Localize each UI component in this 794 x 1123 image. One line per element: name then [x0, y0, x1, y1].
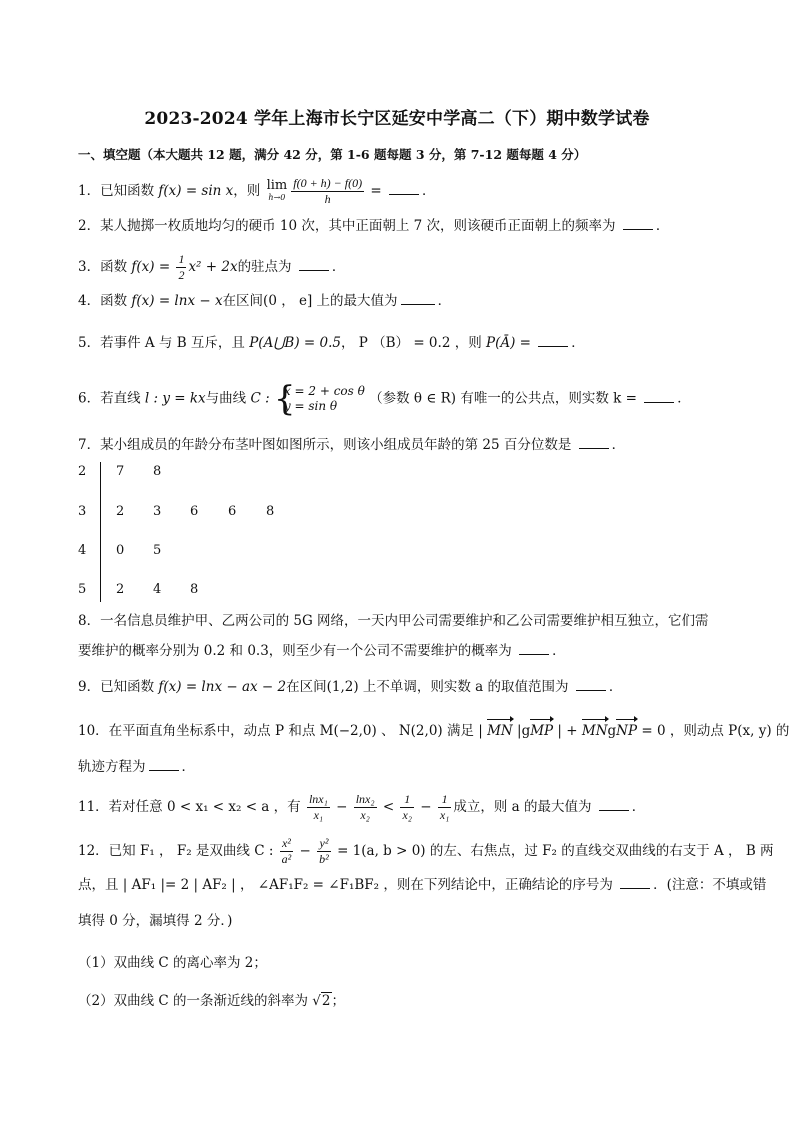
- vector-mp: MP: [530, 723, 554, 739]
- question-4: 4．函数 f(x) = lnx − x在区间(0 ， e] 上的最大值为 ．: [78, 293, 452, 309]
- q3-fraction: $\frac{1}{2}$: [178, 252, 185, 282]
- q9-text: 9．已知函数: [78, 679, 159, 695]
- leaf: 3: [153, 504, 162, 519]
- answer-blank-4[interactable]: [401, 292, 435, 305]
- question-12-line3: 填得 0 分，漏填得 2 分．): [78, 913, 233, 929]
- vector-mn-2: MN: [581, 723, 608, 739]
- answer-blank-11[interactable]: [599, 798, 629, 811]
- answer-blank-6[interactable]: [644, 390, 674, 403]
- question-11: 11．若对任意 0 < x₁ < x₂ < a ，有 $\frac{\text{lnx₁}}{\text{x₁}}$ − $\frac{\text{lnx₂}}{\text{x₂}}$ < $\frac{1}{\text{x₂}}$ − $\frac{1}{\text{x₁}}$ 成立，则 a 的最大值为 ．: [78, 792, 646, 822]
- answer-blank-7[interactable]: [579, 436, 609, 449]
- exam-title: 2023-2024 学年上海市长宁区延安中学高二（下）期中数学试卷: [144, 109, 650, 129]
- stem: 4: [78, 543, 87, 558]
- leaf: 7: [116, 464, 125, 479]
- q1-text-mid: ，则: [233, 183, 265, 199]
- question-12-option-1: （1）双曲线 C 的离心率为 2；: [78, 955, 267, 971]
- q1-equals: =: [366, 183, 386, 199]
- q1-function: f(x) = sin x: [158, 183, 234, 199]
- question-12: 12．已知 F₁ ， F₂ 是双曲线 C : $\frac{\text{x²}}{\text{a²}}$ − $\frac{\text{y²}}{\text{b²}}$ = 1(a, b > 0) 的左、右焦点，过 F₂ 的直线交双曲线的右支于 A ， B 两: [78, 836, 774, 866]
- question-8-cont: 要维护的概率分别为 0.2 和 0.3，则至少有一个公司不需要维护的概率为 ．: [78, 643, 566, 659]
- leaf: 8: [266, 504, 275, 519]
- question-7: 7．某小组成员的年龄分布茎叶图如图所示，则该小组成员年龄的第 25 百分位数是 ．: [78, 437, 626, 453]
- sqrt-symbol: √2: [312, 993, 331, 1009]
- vector-mn: MN: [487, 723, 513, 739]
- piecewise-system: { x = 2 + cos θ y = sin θ: [273, 379, 365, 419]
- answer-blank-1[interactable]: [389, 182, 419, 195]
- q12-text: 12．已知 F₁ ， F₂ 是双曲线 C :: [78, 843, 278, 859]
- answer-blank-5[interactable]: [538, 334, 568, 347]
- q10-text: 10．在平面直角坐标系中，动点 P 和点 M(−2,0) 、 N(2,0) 满足 |: [78, 723, 488, 739]
- q4-text: 4．函数: [78, 293, 132, 309]
- question-8: [78, 612, 709, 630]
- q1-fraction: $\frac{f(0 + h) - f(0)}{h}$: [293, 176, 363, 206]
- leaf: 0: [116, 543, 125, 558]
- stem: 5: [78, 582, 87, 597]
- leaf: 8: [190, 582, 199, 597]
- q8-line1: 8．一名信息员维护甲、乙两公司的 5G 网络，一天内甲公司需要维护和乙公司需要维护相互独立，它们需: [78, 613, 709, 629]
- question-1: 1．已知函数 f(x) = sin x，则 lim h→0 $\frac{f(0 + h) - f(0)}{h}$ = ．: [78, 176, 436, 206]
- q1-text: 1．已知函数: [78, 183, 159, 199]
- question-12-line2: 点，且 | AF₁ |= 2 | AF₂ | ， ∠AF₁F₂ = ∠F₁BF₂ ，则在下列结论中，正确结论的序号为 ．(注意：不填或错: [78, 877, 767, 893]
- answer-blank-10[interactable]: [149, 758, 179, 771]
- stem-leaf-divider: [100, 462, 101, 602]
- leaf: 6: [190, 504, 199, 519]
- answer-blank-8[interactable]: [519, 642, 549, 655]
- answer-blank-9[interactable]: [576, 678, 606, 691]
- leaf: 5: [153, 543, 162, 558]
- question-10-cont: 轨迹方程为 ．: [78, 759, 195, 775]
- question-10: 10．在平面直角坐标系中，动点 P 和点 M(−2,0) 、 N(2,0) 满足 | MN |gMP | + MNgNP = 0 ，则动点 P(x, y) 的: [78, 723, 790, 739]
- answer-blank-2[interactable]: [623, 217, 653, 230]
- q6-text: 6．若直线: [78, 390, 145, 407]
- stem: 3: [78, 504, 87, 519]
- stem: 2: [78, 464, 87, 479]
- q8-line2: 要维护的概率分别为 0.2 和 0.3，则至少有一个公司不需要维护的概率为: [78, 643, 517, 659]
- leaf: 6: [228, 504, 237, 519]
- section-heading: 一、填空题（本大题共 12 题，满分 42 分，第 1-6 题每题 3 分，第 7-12 题每题 4 分）: [78, 147, 587, 162]
- q5-text: 5．若事件 A 与 B 互斥，且: [78, 335, 250, 351]
- answer-blank-12[interactable]: [620, 876, 650, 889]
- answer-blank-3[interactable]: [299, 258, 329, 271]
- question-9: 9．已知函数 f(x) = lnx − ax − 2在区间(1,2) 上不单调，则实数 a 的取值范围为 ．: [78, 679, 623, 695]
- leaf: 8: [153, 464, 162, 479]
- leaf: 2: [116, 504, 125, 519]
- question-5: 5．若事件 A 与 B 互斥，且 P(A⋃B) = 0.5， P （B） = 0.2 ，则 P(Ā) = ．: [78, 335, 585, 351]
- question-6: 6．若直线 l : y = kx与曲线 C : { x = 2 + cos θ y = sin θ （参数 θ ∈ R) 有唯一的公共点，则实数 k = ．: [78, 379, 691, 419]
- q3-text: 3．函数: [78, 259, 132, 275]
- question-2: 2．某人抛掷一枚质地均匀的硬币 10 次，其中正面朝上 7 次，则该硬币正面朝上的频率为 ．: [78, 218, 670, 234]
- q2-text: 2．某人抛掷一枚质地均匀的硬币 10 次，其中正面朝上 7 次，则该硬币正面朝上的频率为: [78, 218, 620, 234]
- leaf: 4: [153, 582, 162, 597]
- vector-np: NP: [616, 723, 638, 739]
- question-12-option-2: （2）双曲线 C 的一条渐近线的斜率为 √2；: [78, 993, 345, 1009]
- q11-text: 11．若对任意 0 < x₁ < x₂ < a ，有: [78, 799, 305, 815]
- leaf: 2: [116, 582, 125, 597]
- q7-text: 7．某小组成员的年龄分布茎叶图如图所示，则该小组成员年龄的第 25 百分位数是: [78, 437, 576, 453]
- limit-symbol: lim h→0: [266, 177, 288, 202]
- question-3: 3．函数 f(x) = $\frac{1}{2}$ x² + 2x的驻点为 ．: [78, 252, 346, 282]
